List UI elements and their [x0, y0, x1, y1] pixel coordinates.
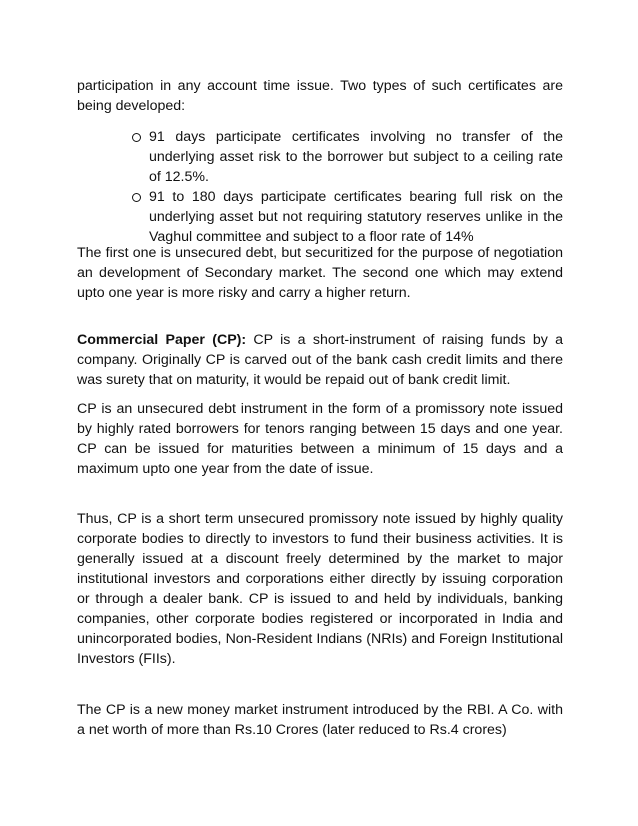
paragraph-body: CP is a short-instrument of raising funds by a company. Originally CP is carved out of the bank cash credit limits and there was surety that on maturity, it would be repaid out of bank credit limit.: [77, 332, 563, 388]
bullet-icon: [132, 133, 141, 142]
cp-details-paragraph: Thus, CP is a short term unsecured promissory note issued by highly quality corporate bodies to directly to investors to fund their business activities. It is generally issued at a discount freely determined by the market to major institutional investors and corporations either directly by issuing corporation or through a dealer bank. CP is issued to and held by individuals, banking companies, other corporate bodies registered or incorporated in India and unincorporated bodies, Non-Resident Indians (NRIs) and Foreign Institutional Investors (FIIs).: [77, 511, 563, 667]
list-item-text: 91 to 180 days participate certificates bearing full risk on the underlying asset but not requiring statutory reserves unlike in the Vaghul committee and subject to a floor rate of 14%: [149, 189, 563, 245]
intro-paragraph: participation in any account time issue. Two types of such certificates are being developed:: [77, 78, 563, 114]
certificate-types-list: [132, 127, 563, 247]
list-item-text: 91 days participate certificates involving no transfer of the underlying asset risk to the borrower but subject to a ceiling rate of 12.5%.: [149, 129, 563, 185]
securitized-paragraph: The first one is unsecured debt, but securitized for the purpose of negotiation an development of Secondary market. The second one which may extend upto one year is more risky and carry a higher return.: [77, 245, 563, 301]
bullet-icon: [132, 193, 141, 202]
commercial-paper-paragraph: [77, 330, 563, 390]
cp-introduction-paragraph: The CP is a new money market instrument introduced by the RBI. A Co. with a net worth of more than Rs.10 Crores (later reduced to Rs.4 crores): [77, 702, 563, 738]
section-heading: Commercial Paper (CP):: [77, 332, 247, 348]
list-item: [132, 187, 563, 247]
cp-definition-paragraph: CP is an unsecured debt instrument in the form of a promissory note issued by highly rated borrowers for tenors ranging between 15 days and one year. CP can be issued for maturities between a minimum of 15 days and a maximum upto one year from the date of issue.: [77, 401, 563, 477]
list-item: [132, 127, 563, 187]
